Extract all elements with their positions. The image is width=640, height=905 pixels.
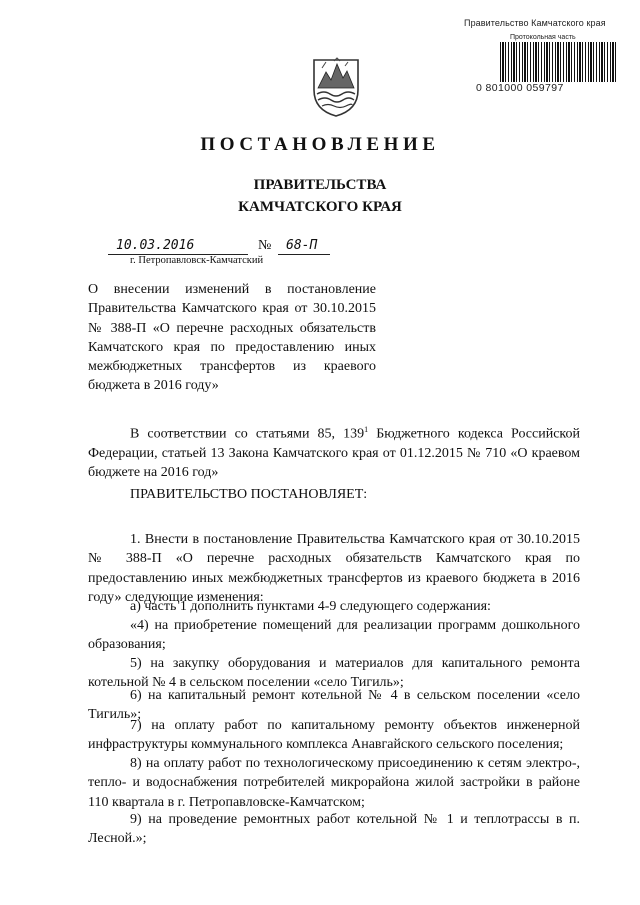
stamp-organization: Правительство Камчатского края — [464, 18, 606, 28]
decree-heading: ПРАВИТЕЛЬСТВО ПОСТАНОВЛЯЕТ: — [130, 487, 368, 502]
legal-basis-part-2: Бюджетного кодекса Российской Федерации, статьей 13 Закона Камчатского края от 01.12.2015 № 710 «О краевом бюджете на 2016 год» — [88, 426, 580, 481]
stamp-part-label: Протокольная часть — [510, 34, 576, 41]
legal-basis-part-1: В соответствии со статьями 85, 139 — [130, 426, 365, 442]
number-underline — [278, 254, 330, 255]
list-item: 7) на оплату работ по капитальному ремонту объектов инженерной инфраструктуры коммунального комплекса Анавгайского сельского поселения; — [88, 718, 580, 753]
number-sign: № — [258, 238, 272, 253]
list-item: 6) на капитальный ремонт котельной № 4 в сельском поселении «село Тигиль»; — [88, 688, 580, 723]
list-item: «4) на приобретение помещений для реализации программ дошкольного образования; — [88, 618, 580, 653]
list-item: а) часть 1 дополнить пунктами 4-9 следующего содержания: — [130, 599, 491, 614]
issuer-line-1: ПРАВИТЕЛЬСТВА — [253, 177, 387, 193]
list-item: 8) на оплату работ по технологическому присоединению к сетям электро-, тепло- и водоснабжения потребителей микрорайона жилой застройки в районе 110 квартала в г. Петропавловске-Камчатском; — [88, 756, 580, 810]
document-subject: О внесении изменений в постановление Правительства Камчатского края от 30.10.2015 № 388-П «О перечне расходных обязательств Камчатского края по предоставлению иных межбюджетных трансфертов из краевого бюджета в 2016 году» — [88, 282, 376, 394]
legal-basis — [88, 420, 580, 483]
document-city: г. Петропавловск-Камчатский — [130, 255, 264, 266]
list-item: 5) на закупку оборудования и материалов для капитального ремонта котельной № 4 в сельском поселении «село Тигиль»; — [88, 656, 580, 691]
registration-stamp — [464, 18, 640, 41]
issuer-line-2: КАМЧАТСКОГО КРАЯ — [238, 199, 402, 215]
list-item: 9) на проведение ремонтных работ котельной № 1 и теплотрассы в п. Лесной.»; — [88, 812, 580, 847]
document-title: ПОСТАНОВЛЕНИЕ — [200, 134, 440, 155]
barcode — [500, 42, 618, 82]
legal-basis-superscript: 1 — [364, 425, 369, 434]
issuer — [0, 174, 640, 218]
document-number: 68-П — [286, 238, 318, 253]
document-date: 10.03.2016 — [116, 238, 195, 253]
coat-of-arms-icon — [312, 56, 360, 118]
paragraph-1: 1. Внести в постановление Правительства Камчатского края от 30.10.2015 № 388-П «О перечне расходных обязательств Камчатского края по предоставлению иных межбюджетных трансфертов из краевого бюджета в 2016 году» следующие изменения: — [88, 532, 580, 605]
barcode-number: 0 801000 059797 — [476, 82, 564, 94]
